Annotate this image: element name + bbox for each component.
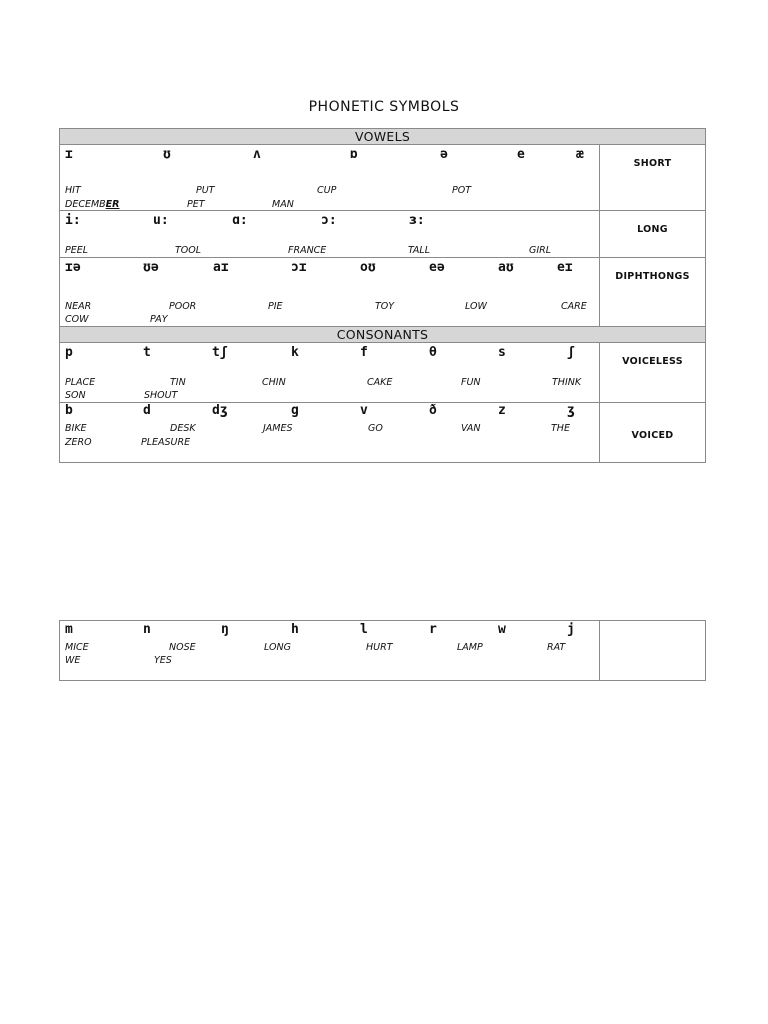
example-word: COW [65,314,89,325]
symbol: g [291,403,299,418]
example-word: BIKE [65,423,87,434]
short-label-cell [600,145,706,211]
symbol: ʌ [253,147,261,162]
symbol: ɜ: [409,213,425,228]
vowels-header: VOWELS [60,129,706,145]
symbol: n [143,622,151,637]
symbol: θ [429,345,437,360]
symbol: p [65,345,73,360]
symbol: ɔɪ [291,260,307,275]
example-word: LOW [465,301,487,312]
symbol: aʊ [498,260,514,275]
example-word: TALL [408,245,431,256]
example-word: JAMES [263,423,293,434]
symbol: w [498,622,506,637]
example-word: DESK [170,423,196,434]
example-word: PEEL [65,245,89,256]
word-prefix: DECEMB [65,199,106,210]
symbol: u: [153,213,169,228]
example-word: GO [368,423,383,434]
symbol: v [360,403,368,418]
example-word: POOR [169,301,197,312]
long-label: LONG [637,224,668,235]
diphthongs-label-cell [600,258,706,327]
symbol: eɪ [557,260,573,275]
voiced-label-cell [600,403,706,463]
other-consonants-row [60,621,706,681]
example-word: LONG [264,642,291,653]
example-word: YES [154,655,172,666]
example-word: FRANCE [288,245,327,256]
other-consonants-cell [60,621,600,681]
symbol: ð [429,403,437,418]
symbol: eə [429,260,445,275]
example-word: RAT [547,642,566,653]
symbol: ɪ [65,147,73,162]
symbol: ʒ [567,403,575,418]
example-word: LAMP [457,642,483,653]
short-vowels-cell [60,145,600,211]
symbol: ɔ: [321,213,337,228]
symbol: ɒ [350,147,358,162]
voiced-cell [60,403,600,463]
symbol: k [291,345,299,360]
symbol: ɑ: [232,213,248,228]
symbol: l [360,622,368,637]
example-word: PIE [268,301,283,312]
example-word: MAN [272,199,294,210]
long-label-cell [600,211,706,258]
example-word: TOOL [175,245,202,256]
example-word: TIN [170,377,186,388]
symbol: z [498,403,506,418]
symbol: æ [576,147,584,162]
diphthongs-row [60,258,706,327]
other-label-cell [600,621,706,681]
symbol: e [517,147,525,162]
example-word: HIT [65,185,81,196]
example-word: THINK [552,377,582,388]
symbol: oʊ [360,260,376,275]
example-word-december [65,199,119,210]
voiced-row [60,403,706,463]
symbol: tʃ [212,345,228,360]
example-word: PLACE [65,377,96,388]
example-word: POT [452,185,472,196]
voiced-label: VOICED [631,430,674,441]
symbol: ɪə [65,260,81,275]
symbol: ə [440,147,448,162]
symbol: s [498,345,506,360]
short-label: SHORT [633,158,672,169]
example-word: PAY [150,314,168,325]
example-word: WE [65,655,81,666]
page-title: PHONETIC SYMBOLS [308,99,460,115]
example-word: TOY [375,301,395,312]
symbol: i: [65,213,81,228]
symbol: h [291,622,299,637]
voiceless-row [60,343,706,403]
long-vowels-row [60,211,706,258]
short-vowels-row [60,145,706,211]
symbol: aɪ [213,260,229,275]
symbol: ʊ [163,147,171,162]
example-word: SON [65,390,86,401]
symbol: d [143,403,151,418]
symbol: ŋ [221,622,229,637]
example-word: HURT [366,642,393,653]
example-word: SHOUT [144,390,178,401]
underlined-letters: ER [105,199,120,210]
example-word: THE [551,423,570,434]
example-word: FUN [461,377,481,388]
consonants-header: CONSONANTS [60,327,706,343]
voiceless-label-cell [600,343,706,403]
example-word: CHIN [262,377,286,388]
symbol: ʃ [567,345,575,360]
voiceless-label: VOICELESS [622,356,683,367]
example-word: CARE [561,301,587,312]
example-word: PUT [196,185,215,196]
example-word: MICE [65,642,89,653]
example-word: PLEASURE [141,437,191,448]
symbol: r [429,622,437,637]
diphthongs-cell [60,258,600,327]
consonants-header-row [60,327,706,343]
example-word: CAKE [367,377,393,388]
voiceless-cell [60,343,600,403]
symbol: b [65,403,73,418]
example-word: VAN [461,423,481,434]
symbol: t [143,345,151,360]
example-word: PET [187,199,205,210]
symbol: f [360,345,368,360]
phonetic-table [59,128,706,463]
example-word: ZERO [65,437,92,448]
symbol: ʊə [143,260,159,275]
symbol: j [567,622,575,637]
consonants-other-table [59,620,706,681]
example-word: NEAR [65,301,92,312]
diphthongs-label: DIPHTHONGS [615,271,690,282]
symbol: m [65,622,73,637]
long-vowels-cell [60,211,600,258]
example-word: NOSE [169,642,196,653]
example-word: CUP [317,185,337,196]
vowels-header-row [60,129,706,145]
example-word: GIRL [529,245,552,256]
symbol: dʒ [212,403,228,418]
